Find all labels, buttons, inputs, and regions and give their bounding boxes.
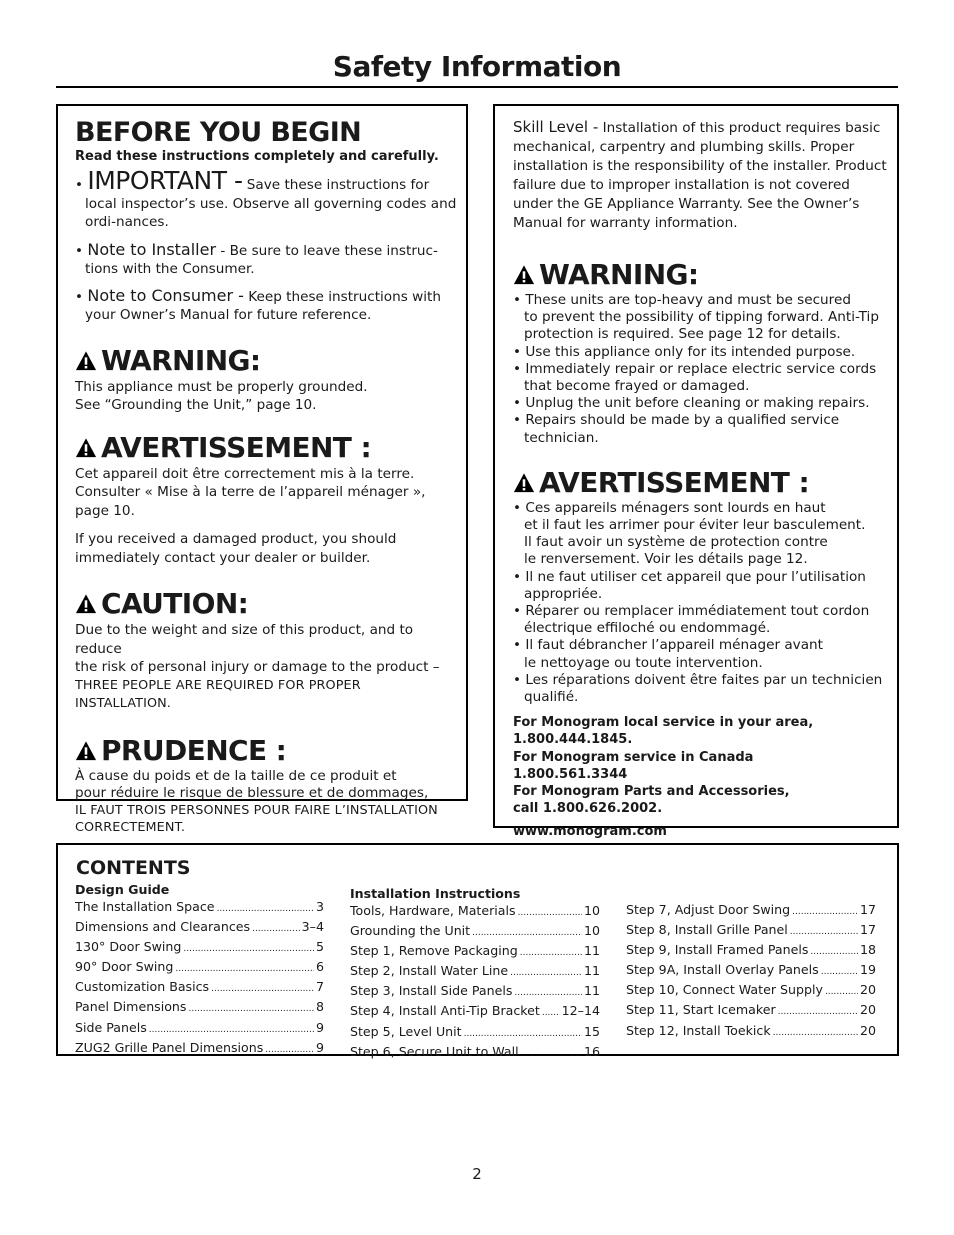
caution-heading [75, 587, 458, 621]
avertissement-line: Cet appareil doit être correctement mis à la terre. [75, 465, 415, 482]
before-you-begin-subtitle: Read these instructions completely and carefully. [75, 149, 439, 164]
right-warning-heading [513, 258, 889, 292]
left-avertissement-heading [75, 431, 458, 465]
toc-entry[interactable] [75, 938, 324, 958]
right-safety-panel [493, 104, 899, 840]
toc-leader-dots [188, 998, 314, 1018]
toc-label: Step 9A, Install Overlay Panels [626, 962, 819, 978]
prudence-line: À cause du poids et de la taille de ce produit et [75, 767, 397, 784]
toc-leader-dots [217, 898, 314, 918]
installation-list [350, 902, 600, 1063]
toc-label: Step 11, Start Icemaker [626, 1002, 776, 1018]
bullet-item [513, 637, 889, 671]
toc-leader-dots [790, 921, 858, 941]
toc-entry[interactable] [350, 982, 600, 1002]
toc-page-number: 11 [583, 983, 600, 999]
toc-page-number: 7 [315, 979, 324, 995]
skill-level [513, 118, 889, 233]
bullet-item [513, 292, 889, 344]
right-avertissement-heading [513, 466, 889, 500]
toc-entry[interactable] [75, 998, 324, 1018]
parts-service-label: For Monogram Parts and Accessories, [513, 784, 790, 800]
design-guide-column [75, 881, 324, 1059]
toc-label: Step 4, Install Anti-Tip Bracket [350, 1003, 540, 1019]
design-guide-heading: Design Guide [75, 882, 170, 897]
toc-leader-dots [183, 938, 314, 958]
right-avertissement-title: AVERTISSEMENT : [539, 465, 810, 499]
prudence-line: CORRECTEMENT. [75, 820, 186, 836]
left-warning-title: WARNING: [101, 343, 261, 377]
service-info [513, 714, 889, 840]
caution-line: THREE PEOPLE ARE REQUIRED FOR PROPER INSTALLATION. [75, 677, 361, 711]
bullet-line: appropriée. [524, 585, 603, 602]
bullet-line: Immediately repair or replace electric service cords [525, 360, 877, 377]
canada-service-label: For Monogram service in Canada [513, 749, 754, 765]
caution-line: Due to the weight and size of this product, and to reduce [75, 622, 414, 657]
bullet-line: le nettoyage ou toute intervention. [524, 654, 763, 671]
before-you-begin-title: BEFORE YOU BEGIN [75, 117, 362, 148]
toc-label: Step 1, Remove Packaging [350, 943, 518, 959]
skill-level-text: Installation of this product requires basic mechanical, carpentry and plumbing skills. Proper installation is the responsibility of the installer. Product failure due to improper installation is not covered under the GE Appliance Warranty. See the Owner’s Manual for warranty information. [513, 120, 887, 231]
toc-page-number: 6 [315, 959, 324, 975]
caution-line: the risk of personal injury or damage to the product – [75, 659, 440, 675]
installation-column [350, 885, 600, 1063]
bullet-line: et il faut les arrimer pour éviter leur basculement. [524, 517, 866, 534]
bullet-line: that become frayed or damaged. [524, 378, 750, 395]
bullet-item [513, 412, 889, 446]
consumer-label: Note to Consumer - [87, 285, 244, 305]
parts-service-phone: call 1.800.626.2002. [513, 801, 663, 817]
toc-label: Step 12, Install Toekick [626, 1022, 771, 1038]
page-number: 2 [472, 1165, 482, 1183]
avertissement-line: page 10. [75, 502, 135, 519]
warning-triangle-icon [75, 740, 97, 762]
toc-page-number: 8 [315, 999, 324, 1015]
toc-entry[interactable] [75, 918, 324, 938]
toc-entry[interactable] [350, 1043, 600, 1063]
left-avertissement-text [75, 465, 458, 568]
toc-page-number: 19 [859, 962, 876, 978]
warning-triangle-icon [75, 350, 97, 372]
prudence-line: pour réduire le risque de blessure et de dommages, [75, 784, 429, 801]
right-avertissement-list [513, 500, 889, 706]
toc-entry[interactable] [350, 942, 600, 962]
toc-leader-dots [821, 961, 858, 981]
toc-label: Step 3, Install Side Panels [350, 983, 513, 999]
warning-triangle-icon [513, 472, 535, 494]
toc-page-number: 20 [859, 1022, 876, 1038]
bullet-line: technician. [524, 429, 599, 446]
contents-panel [56, 843, 899, 1059]
bullet-item [513, 603, 889, 637]
toc-page-number: 9 [315, 1019, 324, 1035]
left-warning-text [75, 378, 458, 415]
website-link[interactable]: www.monogram.com [513, 824, 667, 840]
toc-page-number: 12–14 [561, 1003, 600, 1019]
steps-column [626, 901, 876, 1042]
important-note: • IMPORTANT - Save these instructions for local inspector’s use. Observe all governing codes and ordi-nances. [75, 166, 457, 230]
toc-page-number: 11 [583, 963, 600, 979]
toc-page-number: 20 [859, 1002, 876, 1018]
toc-leader-dots [472, 922, 582, 942]
bullet-line: le renversement. Voir les détails page 12. [524, 551, 808, 568]
before-you-begin-panel [56, 104, 468, 836]
warning-triangle-icon [75, 593, 97, 615]
prudence-text [75, 768, 458, 837]
toc-entry[interactable] [626, 921, 876, 941]
toc-leader-dots [773, 1022, 858, 1042]
toc-label: Panel Dimensions [75, 999, 187, 1015]
toc-entry[interactable] [75, 1039, 324, 1059]
toc-label: Step 7, Adjust Door Swing [626, 902, 791, 917]
toc-leader-dots [521, 1043, 582, 1063]
caution-title: CAUTION: [101, 587, 249, 620]
toc-entry[interactable] [75, 958, 324, 978]
toc-label: Tools, Hardware, Materials [350, 903, 516, 918]
bullet-line: Use this appliance only for its intended purpose. [525, 343, 856, 360]
toc-entry[interactable] [350, 922, 600, 942]
damaged-line: immediately contact your dealer or builder. [75, 549, 371, 566]
toc-label: 130° Door Swing [75, 939, 182, 955]
local-service-label: For Monogram local service in your area, [513, 715, 814, 731]
consumer-text: Keep these instructions with your Owner’s Manual for future reference. [85, 288, 441, 323]
toc-entry[interactable] [75, 1019, 324, 1039]
toc-entry[interactable] [626, 981, 876, 1001]
toc-leader-dots [510, 962, 582, 982]
toc-leader-dots [542, 1002, 560, 1022]
bullet-item [513, 672, 889, 706]
toc-entry[interactable] [626, 1022, 876, 1042]
toc-leader-dots [518, 902, 582, 922]
toc-label: Step 8, Install Grille Panel [626, 922, 788, 938]
prudence-line: IL FAUT TROIS PERSONNES POUR FAIRE L’INSTALLATION [75, 802, 438, 818]
toc-page-number: 18 [859, 942, 876, 958]
installer-text: - Be sure to leave these instruc-tions with the Consumer. [85, 242, 438, 277]
toc-page-number: 17 [859, 902, 876, 917]
toc-leader-dots [149, 1019, 314, 1039]
toc-label: Step 5, Level Unit [350, 1023, 462, 1039]
page-title: Safety Information [332, 50, 622, 83]
bullet-line: Unplug the unit before cleaning or making repairs. [525, 395, 870, 412]
toc-page-number: 3 [315, 899, 324, 914]
toc-entry[interactable] [350, 1023, 600, 1043]
toc-entry[interactable] [626, 941, 876, 961]
bullet-line: Réparer ou remplacer immédiatement tout cordon [525, 603, 870, 620]
toc-page-number: 5 [315, 939, 324, 955]
toc-label: Step 6, Secure Unit to Wall [350, 1043, 519, 1059]
bullet-item [513, 361, 889, 395]
toc-label: Step 2, Install Water Line [350, 963, 509, 979]
toc-label: 90° Door Swing [75, 959, 174, 975]
bullet-line: protection is required. See page 12 for details. [524, 326, 841, 343]
avertissement-line: Consulter « Mise à la terre de l’appareil ménager », [75, 484, 426, 500]
canada-service-phone: 1.800.561.3344 [513, 766, 628, 782]
left-warning-line: See “Grounding the Unit,” page 10. [75, 397, 317, 413]
toc-leader-dots [778, 1001, 858, 1021]
toc-page-number: 11 [583, 943, 600, 959]
toc-label: Dimensions and Clearances [75, 919, 251, 935]
warning-triangle-icon [513, 264, 535, 286]
toc-leader-dots [464, 1023, 582, 1043]
damaged-line: If you received a damaged product, you should [75, 531, 397, 547]
toc-label: ZUG2 Grille Panel Dimensions [75, 1039, 264, 1055]
prudence-heading [75, 734, 458, 768]
bullet-line: to prevent the possibility of tipping forward. Anti-Tip [524, 309, 879, 326]
toc-entry[interactable] [350, 902, 600, 922]
toc-leader-dots [175, 958, 314, 978]
toc-page-number: 10 [583, 923, 600, 939]
right-warning-title: WARNING: [539, 258, 699, 291]
toc-page-number: 9 [315, 1039, 324, 1055]
toc-label: Step 10, Connect Water Supply [626, 982, 823, 998]
title-divider [56, 86, 898, 88]
bullet-line: Ces appareils ménagers sont lourds en haut [525, 499, 826, 516]
left-warning-line: This appliance must be properly grounded. [75, 378, 368, 395]
bullet-item [513, 500, 889, 569]
toc-label: Step 9, Install Framed Panels [626, 942, 809, 958]
toc-label: Side Panels [75, 1019, 147, 1035]
important-text: Save these instructions for local inspector’s use. Observe all governing codes and ordi-nances. [85, 177, 457, 230]
prudence-title: PRUDENCE : [101, 733, 287, 767]
toc-leader-dots [211, 978, 314, 998]
caution-text [75, 621, 458, 714]
toc-leader-dots [520, 942, 582, 962]
bullet-item [513, 344, 889, 361]
left-warning-heading [75, 344, 458, 378]
local-service-phone: 1.800.444.1845. [513, 732, 633, 748]
bullet-line: Il faut avoir un système de protection contre [524, 534, 828, 551]
left-avertissement-title: AVERTISSEMENT : [101, 430, 372, 464]
toc-page-number: 10 [583, 903, 600, 918]
toc-entry[interactable] [75, 978, 324, 998]
contents-title: CONTENTS [76, 857, 191, 879]
steps-list [626, 901, 876, 1042]
toc-leader-dots [810, 941, 858, 961]
toc-leader-dots [252, 918, 300, 938]
bullet-item [513, 395, 889, 412]
installer-label: Note to Installer [87, 239, 217, 259]
toc-page-number: 15 [583, 1023, 600, 1039]
toc-entry[interactable] [626, 1001, 876, 1021]
toc-leader-dots [792, 901, 858, 921]
toc-entry[interactable] [626, 961, 876, 981]
toc-label: Grounding the Unit [350, 923, 471, 939]
bullet-line: Repairs should be made by a qualified service [525, 412, 840, 429]
toc-entry[interactable] [75, 898, 324, 918]
toc-label: The Installation Space [75, 899, 215, 914]
skill-level-label: Skill Level - [513, 118, 599, 136]
toc-page-number: 3–4 [301, 919, 324, 935]
toc-entry[interactable] [626, 901, 876, 921]
bullet-line: These units are top-heavy and must be secured [525, 292, 851, 308]
installer-note: • Note to Installer - Be sure to leave these instruc-tions with the Consumer. [75, 239, 438, 277]
warning-triangle-icon [75, 437, 97, 459]
toc-label: Customization Basics [75, 979, 210, 995]
bullet-line: électrique effiloché ou endommagé. [524, 620, 771, 637]
bullet-item [513, 569, 889, 603]
bullet-line: Il faut débrancher l’appareil ménager avant [525, 637, 823, 654]
bullet-line: qualifié. [524, 689, 579, 706]
bullet-line: Il ne faut utiliser cet appareil que pour l’utilisation [525, 568, 866, 585]
design-guide-list [75, 898, 324, 1059]
bullet-line: Les réparations doivent être faites par un technicien [525, 671, 883, 688]
toc-page-number: 20 [859, 982, 876, 998]
toc-entry[interactable] [350, 962, 600, 982]
toc-page-number: 17 [859, 922, 876, 938]
toc-leader-dots [514, 982, 582, 1002]
right-warning-list [513, 292, 889, 447]
toc-leader-dots [265, 1039, 314, 1059]
toc-page-number: 16 [583, 1043, 600, 1059]
toc-entry[interactable] [350, 1002, 600, 1022]
installation-heading: Installation Instructions [350, 886, 521, 901]
important-label: IMPORTANT - [87, 166, 243, 195]
toc-leader-dots [825, 981, 858, 1001]
consumer-note: • Note to Consumer - Keep these instructions with your Owner’s Manual for future reference. [75, 285, 441, 323]
